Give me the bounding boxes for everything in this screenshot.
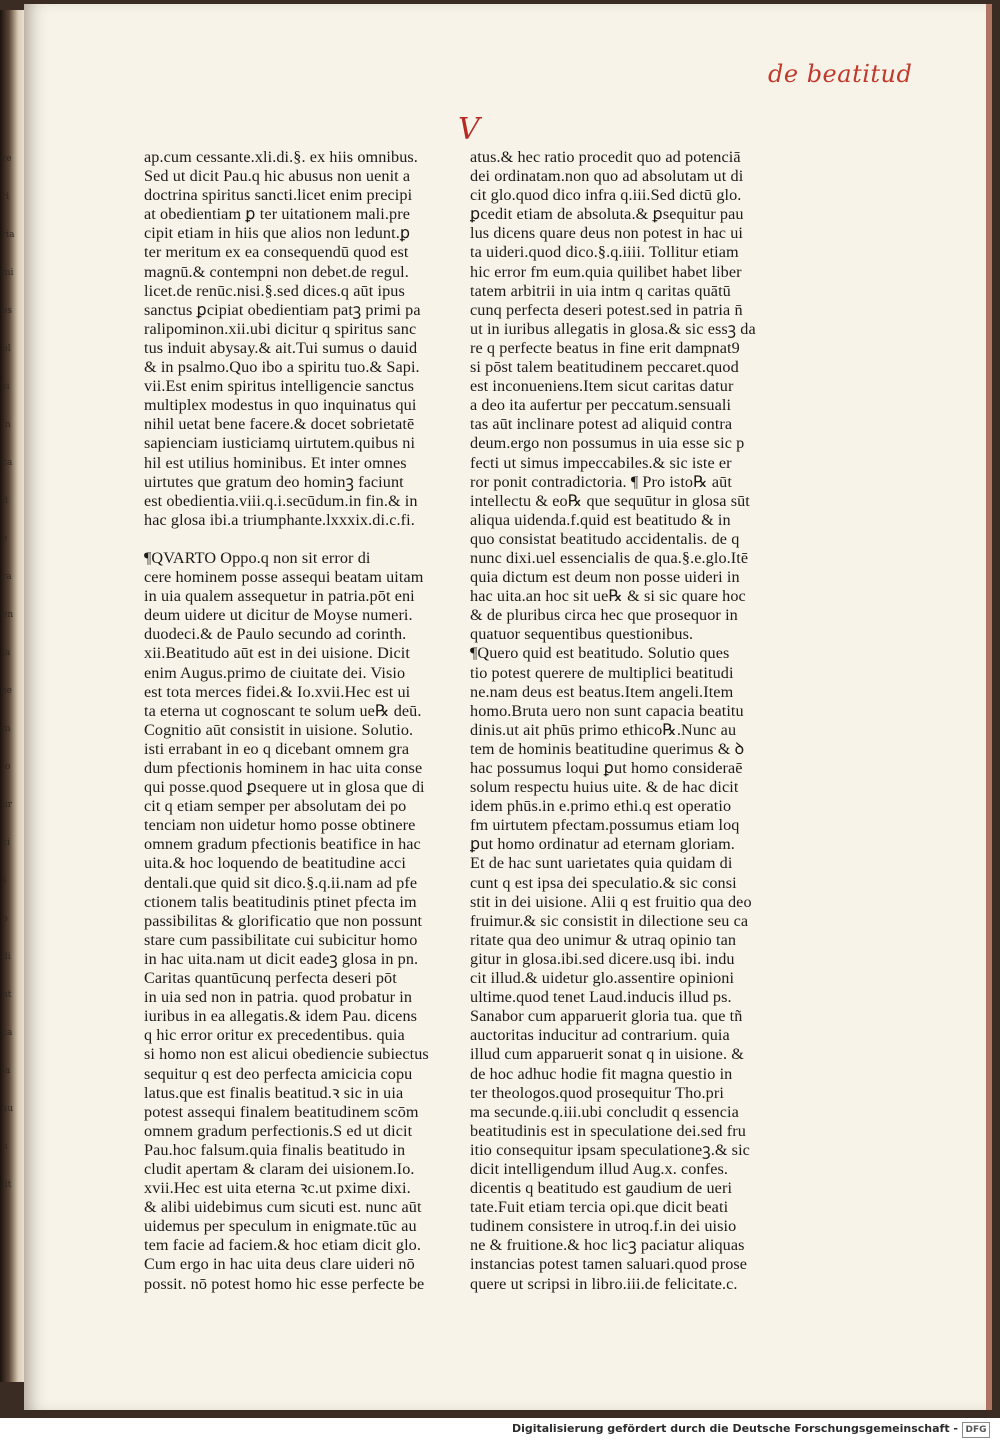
facing-page-text-fragment: lit bbox=[2, 1180, 12, 1190]
facing-page-text-fragment: e bbox=[2, 534, 8, 544]
text-line: at obedientiam ꝑ ter uitationem mali.pre bbox=[144, 205, 410, 224]
facing-page-text-fragment: au bbox=[2, 1104, 14, 1114]
text-line: si pōst talem beatitudinem peccaret.quod bbox=[470, 358, 739, 377]
text-line: ultime.quod tenet Laud.inducis illud ps. bbox=[470, 988, 732, 1007]
text-line: tem facie ad faciem.& hoc etiam dicit glo. bbox=[144, 1236, 422, 1255]
text-line: stit in dei uisione. Alii q est fruitio qua deo bbox=[470, 892, 752, 911]
text-line: magnū.& contempni non debet.de regul. bbox=[144, 262, 409, 281]
text-line: ne & fruitione.& hoc licꝫ paciatur aliquas bbox=[470, 1236, 745, 1255]
facing-page-text-fragment: p bbox=[2, 914, 8, 924]
text-line: passibilitas & glorificatio que non possunt bbox=[144, 911, 423, 930]
text-line: cit glo.quod dico infra q.iii.Sed dictū glo. bbox=[470, 186, 742, 205]
text-line: tas aūt inclinare potest ad aliquid contra bbox=[470, 415, 733, 434]
text-line: ta eterna ut cognoscant te solum ue℞ deū. bbox=[144, 701, 422, 720]
red-rubric-numeral: V bbox=[458, 112, 480, 147]
text-line: quia dictum est deum non posse uideri in bbox=[470, 568, 740, 587]
text-line: Cum ergo in hac uita deus clare uideri nō bbox=[144, 1255, 415, 1274]
text-line: ctionem talis beatitudinis ptinet pfecta im bbox=[144, 892, 417, 911]
text-line: licet.de renūc.nisi.§.sed dices.q aūt ipus bbox=[144, 281, 405, 300]
text-line: idem phūs.in e.primo ethi.q est operatio bbox=[470, 797, 732, 816]
text-line: ma secunde.q.iii.ubi concludit q essencia bbox=[470, 1102, 739, 1121]
text-line: quo consistat beatitudo accidentalis. de q bbox=[470, 529, 740, 548]
text-line: quere ut scripsi in libro.iii.de felicitate.c. bbox=[470, 1274, 738, 1293]
handwritten-marginal-note: de beatitud bbox=[768, 60, 913, 88]
text-line: ꝑcedit etiam de absoluta.& ꝑsequitur pau bbox=[470, 205, 744, 224]
text-column-left bbox=[144, 148, 474, 1294]
text-line: iuribus in ea allegatis.& idem Pau. dicens bbox=[144, 1007, 418, 1026]
text-line: Sed ut dicit Pau.q hic abusus non uenit a bbox=[144, 167, 411, 186]
facing-page-text-fragment: in bbox=[2, 420, 11, 430]
text-line: tenciam non uidetur homo posse obtinere bbox=[144, 816, 416, 835]
text-line: instancias potest tamen saluari.quod prose bbox=[470, 1255, 748, 1274]
facing-page-text-fragment: en bbox=[2, 610, 14, 620]
text-line: potest assequi finalem beatitudinem scōm bbox=[144, 1102, 419, 1121]
facing-page-text-fragment: ria bbox=[2, 230, 15, 240]
text-line: tate.Fuit etiam tercia opi.que dicit beati bbox=[470, 1198, 729, 1217]
text-line: fecti ut simus impeccabiles.& sic iste er bbox=[470, 453, 732, 472]
text-line: dicit intelligendum illud Aug.x. confes. bbox=[470, 1159, 729, 1178]
facing-page-text-fragment: it bbox=[2, 496, 9, 506]
text-line: nunc dixi.uel essencialis de qua.§.e.glo.Itē bbox=[470, 548, 749, 567]
text-line: Sanabor cum apparuerit gloria tua. que tñ bbox=[470, 1007, 743, 1026]
text-line: vii.Est enim spiritus intelligencie sanctus bbox=[144, 377, 415, 396]
dfg-logo: DFG bbox=[962, 1422, 990, 1438]
text-line: tudinem consistere in utroq.f.in dei uisio bbox=[470, 1217, 737, 1236]
text-line: atus.& hec ratio procedit quo ad potenciā bbox=[470, 148, 741, 166]
facing-page-text-fragment: mi bbox=[2, 268, 14, 278]
text-line: hac glosa ibi.a triumphante.lxxxix.di.c.fi. bbox=[144, 510, 415, 529]
text-line: re q perfecte beatus in fine erit dampnat9 bbox=[470, 338, 740, 357]
facing-page-text-fragment: ia bbox=[2, 648, 11, 658]
text-line: enim Augus.primo de ciuitate dei. Visio bbox=[144, 663, 406, 682]
text-line: ne.nam deus est beatus.Item angeli.Item bbox=[470, 682, 734, 701]
text-line: ap.cum cessante.xli.di.§. ex hiis omnibus. bbox=[144, 148, 418, 166]
text-line: est tota merces fidei.& Io.xvii.Hec est ui bbox=[144, 682, 411, 701]
text-line: cunq perfecta deseri potest.sed in patria n̄ bbox=[470, 300, 743, 319]
facing-page-text-fragment: u bbox=[2, 1142, 8, 1152]
text-line: ror ponit contradictoria. ¶ Pro isto℞ aūt bbox=[470, 472, 732, 491]
facing-page-text-fragment: ri bbox=[2, 192, 10, 202]
text-line: Pau.hoc falsum.quia finalis beatitudo in bbox=[144, 1140, 406, 1159]
facing-page-text-fragment: ca bbox=[2, 458, 13, 468]
facing-page-text-fragment: io bbox=[2, 762, 11, 772]
text-line: cit illud.& uidetur glo.assentire opinioni bbox=[470, 969, 735, 988]
footer-bar bbox=[0, 1418, 1000, 1441]
text-column-right bbox=[470, 148, 810, 1294]
text-line: beatitudinis est in speculatione dei.sed fru bbox=[470, 1121, 746, 1140]
facing-page-text-fragment: ca bbox=[2, 1028, 13, 1038]
facing-page-text-fragment: s bbox=[2, 876, 7, 886]
text-line: & in psalmo.Quo ibo a spiritu tuo.& Sapi. bbox=[144, 358, 420, 377]
facing-page-text-fragment: si bbox=[2, 382, 10, 392]
text-line: xvii.Hec est uita eterna ꝛc.ut pxime dixi. bbox=[144, 1179, 411, 1198]
text-line: Et de hac sunt uarietates quia quidam di bbox=[470, 854, 733, 873]
text-line: & alibi uidebimus cum sicuti est. nunc aūt bbox=[144, 1198, 422, 1217]
text-line: auctoritas inducitur ad contrarium. quia bbox=[470, 1026, 730, 1045]
text-line: si homo non est alicui obediencie subiectus bbox=[144, 1045, 429, 1064]
text-line: cludit apertam & claram dei uisionem.Io. bbox=[144, 1159, 415, 1178]
text-line: est inconueniens.Item sicut caritas datur bbox=[470, 377, 734, 396]
text-line: fruimur.& sic consistit in dilectione seu ca bbox=[470, 911, 749, 930]
text-line: nihil uetat bene facere.& docet sobrietatē bbox=[144, 415, 415, 434]
text-line: ralipominon.xii.ubi dicitur q spiritus sanc bbox=[144, 319, 417, 338]
text-line: multiplex modestus in quo inquinatus qui bbox=[144, 396, 417, 415]
text-line: omnem gradum perfectionis.S ed ut dicit bbox=[144, 1121, 413, 1140]
facing-page-text-fragment: m bbox=[2, 724, 11, 734]
facing-page-text-fragment: se bbox=[2, 686, 12, 696]
text-line: de hoc adhuc hodie fit magna questio in bbox=[470, 1064, 733, 1083]
manuscript-page bbox=[24, 4, 992, 1410]
text-line: tus induit abysay.& ait.Tui sumus o dauid bbox=[144, 338, 418, 357]
text-line: sanctus ꝑcipiat obedientiam patꝫ primi pa bbox=[144, 300, 421, 319]
facing-page-text-fragment: ur bbox=[2, 800, 13, 810]
text-line: ter theologos.quod prosequitur Tho.pri bbox=[470, 1083, 724, 1102]
text-line: ritate qua deo unimur & utraq opinio tan bbox=[470, 930, 737, 949]
text-line: dinis.ut ait phūs primo ethico℞.Nunc au bbox=[470, 720, 737, 739]
text-line: duodeci.& de Paulo secundo ad corinth. bbox=[144, 625, 407, 644]
text-line: stare cum passibilitate cui subicitur homo bbox=[144, 930, 418, 949]
text-line: latus.que est finalis beatitud.ꝛ sic in uia bbox=[144, 1083, 404, 1102]
text-line: tatem arbitrii in uia intm q caritas quātū bbox=[470, 281, 731, 300]
text-line: in uia sed non in patria. quod probatur in bbox=[144, 988, 413, 1007]
text-line: gitur in glosa.ibi.sed dicere.usq ibi. indu bbox=[470, 949, 735, 968]
text-line: in uia qualem assequetur in patria.pōt eni bbox=[144, 587, 415, 606]
text-line: q hic error oritur ex precedentibus. quia bbox=[144, 1026, 405, 1045]
text-line: ꝑut homo ordinatur ad eternam gloriam. bbox=[470, 835, 735, 854]
text-line: fm uirtutem pfectam.possumus etiam loq bbox=[470, 816, 740, 835]
text-line: ¶Quero quid est beatitudo. Solutio ques bbox=[470, 644, 730, 663]
facing-page-text-fragment: ia bbox=[2, 1066, 11, 1076]
text-line: dicentis q beatitudo est gaudium de ueri bbox=[470, 1179, 733, 1198]
text-line: & de pluribus circa hec que prosequor in bbox=[470, 606, 738, 625]
text-line: xii.Beatitudo aūt est in dei uisione. Dicit bbox=[144, 644, 410, 663]
text-line: hac uita.an hoc sit ue℞ & si sic quare hoc bbox=[470, 587, 746, 606]
text-line: ut in iuribus allegatis in glosa.& sic essꝫ da bbox=[470, 319, 756, 338]
text-line: possit. nō potest homo hic esse perfecte be bbox=[144, 1274, 425, 1293]
text-line: uidemus per speculum in enigmate.tūc au bbox=[144, 1217, 417, 1236]
facing-page-text-fragment: es bbox=[2, 306, 12, 316]
text-line: dei ordinatam.non quo ad absolutam ut di bbox=[470, 167, 744, 186]
text-line: a deo ita aufertur per peccatum.sensuali bbox=[470, 396, 732, 415]
text-line: cunt q est ipsa dei speculatio.& sic consi bbox=[470, 873, 737, 892]
text-line: ta uideri.quod dico.§.q.iiii. Tollitur etiam bbox=[470, 243, 739, 262]
funding-credit: Digitalisierung gefördert durch die Deutsche Forschungsgemeinschaft - bbox=[511, 1422, 958, 1435]
facing-page-text-fragment: pl bbox=[2, 344, 11, 354]
text-line: tio potest querere de multiplici beatitudi bbox=[470, 663, 734, 682]
text-line: sapienciam iusticiamq uirtutem.quibus ni bbox=[144, 434, 416, 453]
text-line: sequitur q est deo perfecta amicicia copu bbox=[144, 1064, 413, 1083]
text-line: cere hominem posse assequi beatam uitam bbox=[144, 568, 424, 587]
text-line bbox=[144, 530, 474, 549]
text-line: itio consequitur ipsam speculationeꝫ.& sic bbox=[470, 1140, 750, 1159]
text-line: solum respectu huius uite. & de hac dicit bbox=[470, 778, 739, 797]
text-line: lus dicens quare deus non potest in hac ui bbox=[470, 224, 744, 243]
text-line: cipit etiam in hiis que alios non ledunt.ꝑ bbox=[144, 224, 411, 243]
text-line: aliqua uidenda.f.quid est beatitudo & in bbox=[470, 510, 731, 529]
text-line: qui posse.quod ꝑsequere ut in glosa que di bbox=[144, 778, 425, 797]
text-line: Caritas quantūcunq perfecta deseri pōt bbox=[144, 969, 397, 988]
text-line: cit q etiam semper per absolutam dei po bbox=[144, 797, 407, 816]
text-line: hic error fm eum.quia quilibet habet liber bbox=[470, 262, 742, 281]
text-line: est obedientia.viii.q.i.secūdum.in fin.& in bbox=[144, 491, 418, 510]
facing-page-text-fragment: re bbox=[2, 154, 12, 164]
text-line: uirtutes que gratum deo hominꝫ faciunt bbox=[144, 472, 404, 491]
text-line: isti errabant in eo q dicebant omnem gra bbox=[144, 739, 410, 758]
text-line: hil est utilius hominibus. Et inter omnes bbox=[144, 453, 407, 472]
text-line: deum uidere ut dicitur de Moyse numeri. bbox=[144, 606, 413, 625]
text-line: homo.Bruta uero non sunt capacia beatitu bbox=[470, 701, 744, 720]
text-line: dum pfectionis hominem in hac uita conse bbox=[144, 759, 423, 777]
text-line: Cognitio aūt consistit in uisione. Solutio. bbox=[144, 720, 414, 739]
text-line: illud cum apparuerit sonat q in uisione. & bbox=[470, 1045, 744, 1064]
facing-page-text-fragment: di bbox=[2, 952, 11, 962]
text-line: deum.ergo non possumus in uia esse sic p bbox=[470, 434, 745, 453]
text-line: tem de hominis beatitudine querimus & ꝺ bbox=[470, 739, 745, 758]
text-line: in hac uita.nam ut dicit eadeꝫ glosa in pn. bbox=[144, 949, 419, 968]
text-line: ¶QVARTO Oppo.q non sit error di bbox=[144, 548, 371, 567]
facing-page-text-fragment: ci bbox=[2, 838, 10, 848]
facing-page-text-fragment: ra bbox=[2, 572, 12, 582]
text-line: quatuor sequentibus questionibus. bbox=[470, 625, 694, 644]
text-line: dentali.que quid sit dico.§.q.ii.nam ad pfe bbox=[144, 873, 418, 892]
facing-page-edge bbox=[0, 10, 26, 1382]
text-line: doctrina spiritus sancti.licet enim precipi bbox=[144, 186, 413, 205]
facing-page-text-fragment: nt bbox=[2, 990, 12, 1000]
text-line: intellectu & eo℞ que sequūtur in glosa sūt bbox=[470, 491, 750, 510]
text-line: omnem gradum pfectionis beatifice in hac bbox=[144, 835, 421, 854]
text-line: hac possumus loqui ꝑut homo consideraē bbox=[470, 759, 743, 777]
text-line: ter meritum ex ea consequendū quod est bbox=[144, 243, 409, 262]
text-line: uita.& hoc loquendo de beatitudine acci bbox=[144, 854, 406, 873]
